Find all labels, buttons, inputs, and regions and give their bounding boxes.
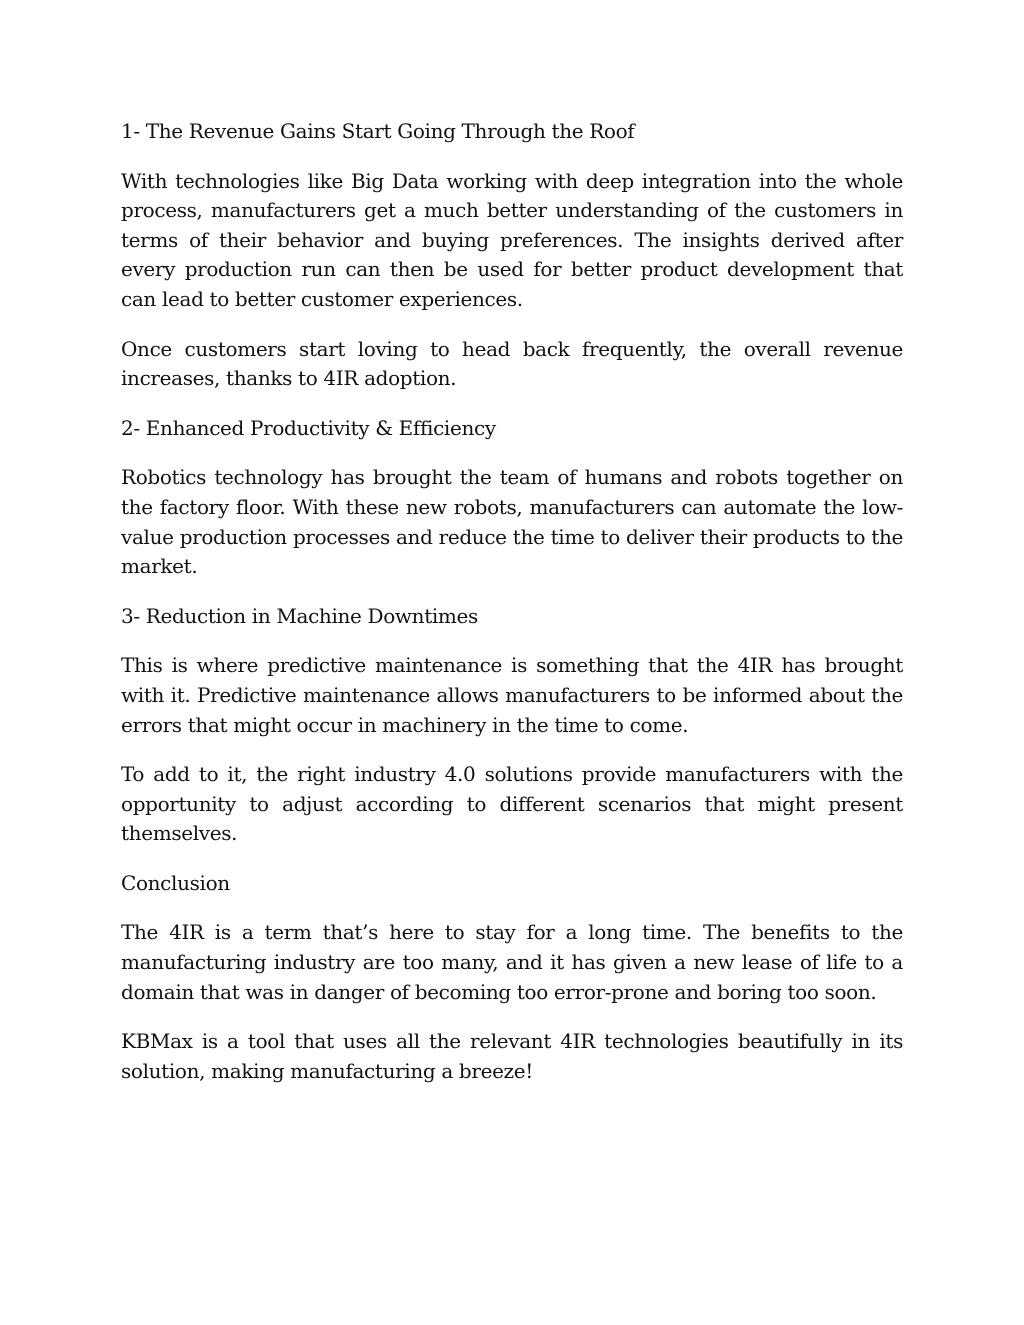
paragraph-robotics: Robotics technology has brought the team of humans and robots together on the factory floor. With these new robots, manufacturers can automate the low-value production processes and reduce the time to deliver their products to the market. (121, 465, 903, 579)
document-page (121, 117, 903, 1106)
section-heading-downtimes: 3- Reduction in Machine Downtimes (121, 603, 478, 628)
paragraph-industry-solutions: To add to it, the right industry 4.0 solutions provide manufacturers with the opportunity to adjust according to different scenarios that might present themselves. (121, 762, 903, 846)
paragraph-predictive-maintenance: This is where predictive maintenance is something that the 4IR has brought with it. Predictive maintenance allows manufacturers to be informed about the errors that might occur in machinery in the time to come. (121, 653, 903, 737)
section-heading-productivity: 2- Enhanced Productivity & Efficiency (121, 415, 496, 440)
paragraph-revenue-increase: Once customers start loving to head back frequently, the overall revenue increases, thanks to 4IR adoption. (121, 336, 903, 391)
paragraph-kbmax: KBMax is a tool that uses all the relevant 4IR technologies beautifully in its solution, making manufacturing a breeze! (121, 1029, 903, 1083)
paragraph-4ir-term: The 4IR is a term that’s here to stay for a long time. The benefits to the manufacturing industry are too many, and it has given a new lease of life to a domain that was in danger of becoming too error-prone and boring too soon. (121, 920, 903, 1004)
section-heading-revenue-gains: 1- The Revenue Gains Start Going Through the Roof (121, 119, 635, 143)
paragraph-big-data: With technologies like Big Data working with deep integration into the whole process, manufacturers get a much better understanding of the customers in terms of their behavior and buying preferences. The insights derived after every production run can then be used for better product development that can lead to better customer experiences. (121, 168, 903, 311)
section-heading-conclusion: Conclusion (121, 870, 230, 895)
